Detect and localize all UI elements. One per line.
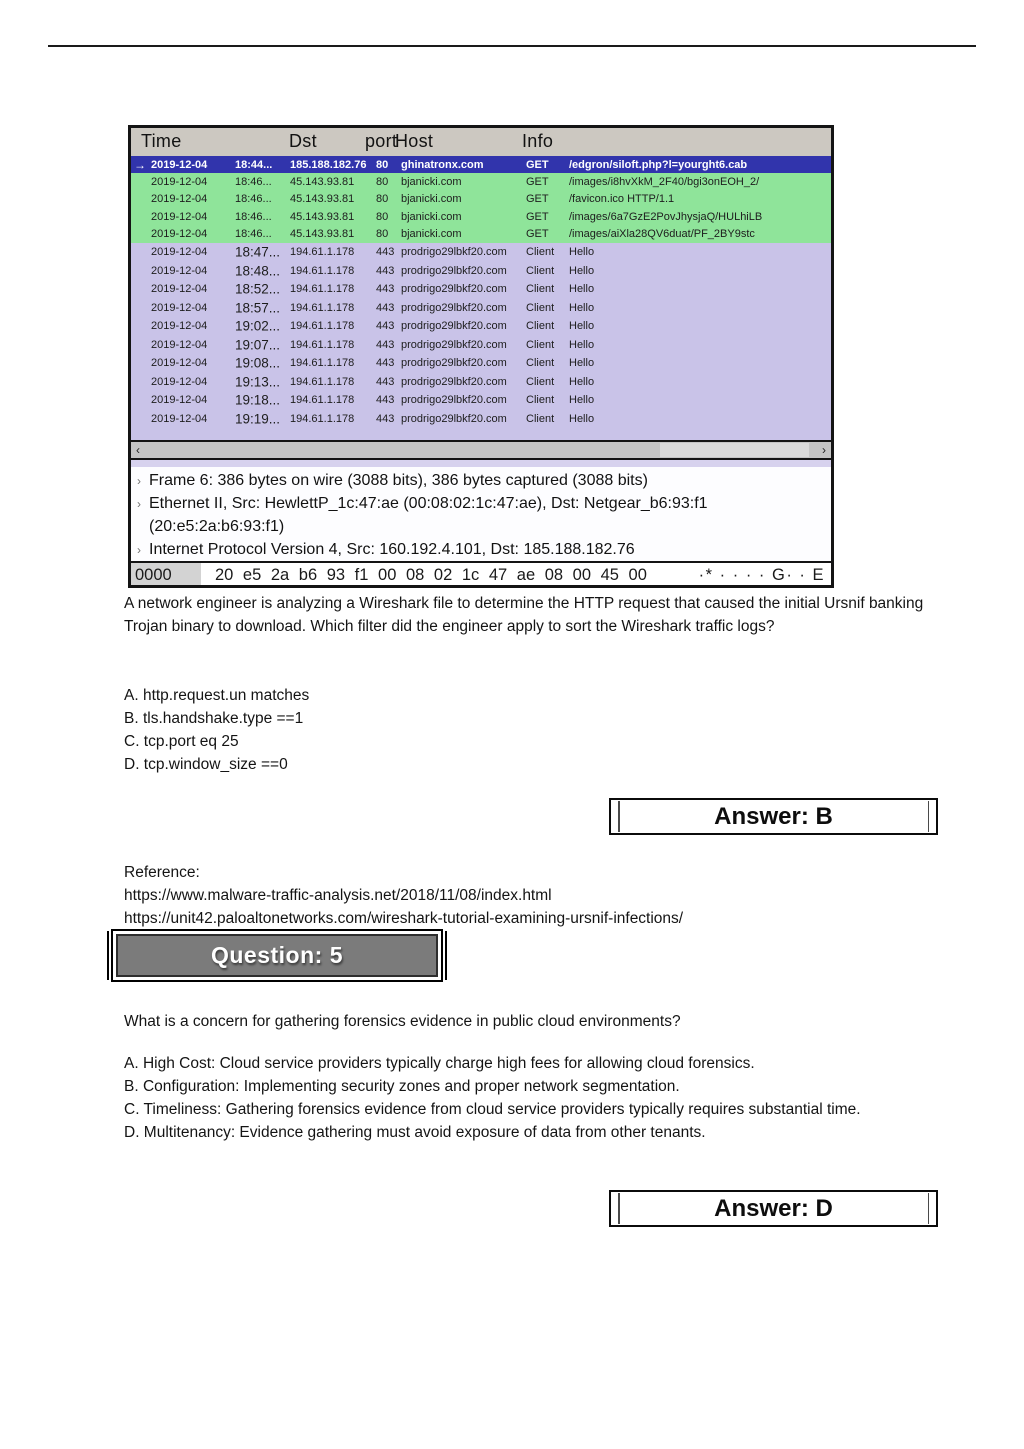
cell-date: 2019-12-04 [151, 394, 208, 407]
question4-options [124, 684, 919, 776]
cell-date: 2019-12-04 [151, 301, 208, 314]
cell-method: GET [526, 193, 549, 206]
cell-method: Client [526, 264, 555, 277]
cell-port: 443 [376, 357, 395, 370]
cell-info: Hello [569, 375, 595, 388]
cell-info: /images/aiXla28QV6duat/PF_2BY9stc [569, 228, 755, 241]
selected-row-arrow-icon: → [134, 157, 146, 172]
cell-host: prodrigo29lbkf20.com [401, 394, 507, 407]
answer-box-question4 [609, 798, 938, 835]
cell-time: 18:46... [235, 175, 272, 188]
cell-info: Hello [569, 301, 595, 314]
cell-host: bjanicki.com [401, 210, 462, 223]
scroll-left-icon: ‹ [136, 443, 140, 457]
detail-text: Frame 6: 386 bytes on wire (3088 bits), 386 bytes captured (3088 bits) [149, 472, 648, 489]
cell-date: 2019-12-04 [151, 412, 208, 425]
cell-dst: 194.61.1.178 [290, 357, 355, 370]
cell-dst: 45.143.93.81 [290, 175, 355, 188]
cell-time: 18:46... [235, 228, 272, 241]
column-header-dst: Dst [289, 131, 317, 151]
wireshark-horizontal-scrollbar [131, 442, 831, 458]
cell-dst: 194.61.1.178 [290, 283, 355, 296]
cell-dst: 45.143.93.81 [290, 210, 355, 223]
cell-port: 80 [376, 210, 389, 223]
hex-bytes: 20 e5 2a b6 93 f1 00 08 02 1c 47 ae 08 00 45 00 [215, 565, 647, 584]
packet-row [131, 391, 831, 410]
cell-date: 2019-12-04 [151, 264, 208, 277]
cell-port: 80 [376, 193, 389, 206]
cell-host: prodrigo29lbkf20.com [401, 412, 507, 425]
question4-text: A network engineer is analyzing a Wireshark file to determine the HTTP request that caused the initial Ursnif banking Trojan binary to download. Which filter did the engineer apply to sort the Wireshark traffic logs? [124, 595, 924, 635]
cell-port: 80 [376, 158, 389, 171]
cell-method: Client [526, 338, 555, 351]
cell-dst: 194.61.1.178 [290, 412, 355, 425]
page-top-rule [48, 45, 976, 47]
option-item: D. tcp.window_size ==0 [124, 756, 288, 773]
cell-date: 2019-12-04 [151, 246, 208, 259]
cell-date: 2019-12-04 [151, 193, 208, 206]
cell-time: 18:46... [235, 193, 272, 206]
expand-arrow-icon: › [137, 543, 141, 557]
option-item: D. Multitenancy: Evidence gathering must avoid exposure of data from other tenants. [124, 1124, 706, 1141]
cell-info: Hello [569, 357, 595, 370]
option-item: B. Configuration: Implementing security zones and proper network segmentation. [124, 1078, 680, 1095]
cell-info: Hello [569, 394, 595, 407]
cell-method: Client [526, 412, 555, 425]
cell-info: /edgron/siloft.php?l=yourght6.cab [569, 158, 748, 171]
question5-header-inner [116, 934, 438, 977]
cell-info: /images/i8hvXkM_2F40/bgi3onEOH_2/ [569, 175, 760, 188]
packet-row [131, 280, 831, 299]
option-item: C. Timeliness: Gathering forensics evidence from cloud service providers typically requires substantial time. [124, 1101, 861, 1118]
cell-time: 19:19... [235, 411, 281, 427]
cell-dst: 194.61.1.178 [290, 375, 355, 388]
reference-urls [124, 884, 944, 930]
cell-method: GET [526, 210, 549, 223]
packet-row [131, 243, 831, 262]
packet-row [131, 354, 831, 373]
expand-arrow-icon: › [137, 497, 141, 511]
expand-arrow-icon: › [137, 474, 141, 488]
cell-info: /favicon.ico HTTP/1.1 [569, 193, 675, 206]
cell-host: prodrigo29lbkf20.com [401, 301, 507, 314]
option-item: A. http.request.un matches [124, 687, 310, 704]
cell-method: GET [526, 175, 549, 188]
cell-dst: 194.61.1.178 [290, 264, 355, 277]
cell-date: 2019-12-04 [151, 210, 208, 223]
packet-row [131, 410, 831, 429]
cell-info: Hello [569, 283, 595, 296]
reference-block [124, 861, 944, 930]
cell-date: 2019-12-04 [151, 338, 208, 351]
cell-dst: 194.61.1.178 [290, 320, 355, 333]
cell-host: bjanicki.com [401, 228, 462, 241]
cell-time: 18:52... [235, 281, 281, 297]
cell-info: Hello [569, 320, 595, 333]
cell-method: Client [526, 394, 555, 407]
detail-row [131, 469, 831, 492]
cell-date: 2019-12-04 [151, 175, 208, 188]
cell-dst: 45.143.93.81 [290, 193, 355, 206]
cell-host: ghinatronx.com [401, 158, 484, 171]
packet-list-header [131, 128, 831, 156]
cell-info: Hello [569, 338, 595, 351]
wireshark-screenshot [128, 125, 834, 588]
hex-offset: 0000 [131, 563, 201, 587]
cell-host: prodrigo29lbkf20.com [401, 283, 507, 296]
packet-rows-tls [131, 243, 831, 440]
cell-date: 2019-12-04 [151, 283, 208, 296]
cell-method: Client [526, 246, 555, 259]
packet-detail-pane [131, 467, 831, 561]
cell-dst: 45.143.93.81 [290, 228, 355, 241]
cell-dst: 194.61.1.178 [290, 394, 355, 407]
cell-host: prodrigo29lbkf20.com [401, 375, 507, 388]
cell-port: 443 [376, 301, 395, 314]
reference-url: https://www.malware-traffic-analysis.net/2018/11/08/index.html [124, 887, 552, 904]
cell-time: 19:08... [235, 355, 281, 371]
cell-host: prodrigo29lbkf20.com [401, 264, 507, 277]
column-header-port: port [365, 131, 398, 151]
cell-port: 443 [376, 338, 395, 351]
question5-text: What is a concern for gathering forensics evidence in public cloud environments? [124, 1013, 681, 1030]
cell-method: GET [526, 158, 549, 171]
cell-date: 2019-12-04 [151, 357, 208, 370]
cell-host: prodrigo29lbkf20.com [401, 357, 507, 370]
option-item: B. tls.handshake.type ==1 [124, 710, 304, 727]
option-item: C. tcp.port eq 25 [124, 733, 239, 750]
cell-dst: 194.61.1.178 [290, 301, 355, 314]
cell-time: 18:46... [235, 210, 272, 223]
option-item: A. High Cost: Cloud service providers typically charge high fees for allowing cloud forensics. [124, 1055, 755, 1072]
cell-method: Client [526, 357, 555, 370]
question5-header-label: Question: 5 [210, 942, 343, 968]
cell-method: GET [526, 228, 549, 241]
packet-row [131, 336, 831, 355]
reference-label: Reference: [124, 864, 200, 881]
packet-row-selected [131, 156, 831, 173]
detail-text: Internet Protocol Version 4, Src: 160.192.4.101, Dst: 185.188.182.76 [149, 541, 635, 558]
detail-row [131, 492, 831, 538]
packet-row [131, 373, 831, 392]
packet-rows-http [131, 173, 831, 243]
question5-header-box [111, 929, 443, 982]
cell-host: bjanicki.com [401, 175, 462, 188]
cell-method: Client [526, 375, 555, 388]
cell-port: 443 [376, 394, 395, 407]
scrollbar-thumb [660, 443, 809, 457]
cell-port: 80 [376, 175, 389, 188]
cell-time: 19:07... [235, 337, 281, 353]
cell-method: Client [526, 283, 555, 296]
cell-dst: 185.188.182.76 [290, 158, 367, 171]
question5-options [124, 1052, 919, 1144]
cell-date: 2019-12-04 [151, 228, 208, 241]
cell-time: 19:13... [235, 374, 281, 390]
cell-host: bjanicki.com [401, 193, 462, 206]
reference-url: https://unit42.paloaltonetworks.com/wireshark-tutorial-examining-ursnif-infections/ [124, 910, 684, 927]
cell-time: 18:44... [235, 158, 273, 171]
packet-row [131, 208, 831, 226]
cell-port: 80 [376, 228, 389, 241]
answer-label: Answer: B [714, 802, 833, 830]
cell-port: 443 [376, 412, 395, 425]
column-header-info: Info [522, 131, 554, 151]
cell-info: /images/6a7GzE2PovJhysjaQ/HULhiLB [569, 210, 763, 223]
hex-ascii: ·* · · · · G· · E [698, 565, 825, 584]
packet-row [131, 317, 831, 336]
answer-box-question5 [609, 1190, 938, 1227]
cell-port: 443 [376, 246, 395, 259]
cell-time: 18:57... [235, 300, 281, 316]
cell-date: 2019-12-04 [151, 158, 208, 171]
detail-text: Ethernet II, Src: HewlettP_1c:47:ae (00:08:02:1c:47:ae), Dst: Netgear_b6:93:f1 (20:e5:2a:b6:93:f1) [149, 495, 708, 535]
answer-label: Answer: D [714, 1194, 833, 1222]
hex-dump-row [131, 561, 831, 587]
column-header-time: Time [141, 131, 182, 151]
cell-info: Hello [569, 412, 595, 425]
cell-port: 443 [376, 283, 395, 296]
detail-top-strip [131, 460, 831, 467]
cell-time: 19:02... [235, 318, 281, 334]
packet-row [131, 299, 831, 318]
cell-time: 18:48... [235, 263, 281, 279]
cell-time: 19:18... [235, 392, 281, 408]
cell-dst: 194.61.1.178 [290, 338, 355, 351]
cell-dst: 194.61.1.178 [290, 246, 355, 259]
cell-info: Hello [569, 246, 595, 259]
cell-host: prodrigo29lbkf20.com [401, 320, 507, 333]
cell-host: prodrigo29lbkf20.com [401, 246, 507, 259]
cell-port: 443 [376, 375, 395, 388]
packet-row [131, 262, 831, 281]
column-header-host: Host [395, 131, 434, 151]
packet-row [131, 226, 831, 244]
cell-port: 443 [376, 264, 395, 277]
packet-row [131, 191, 831, 209]
cell-date: 2019-12-04 [151, 320, 208, 333]
cell-method: Client [526, 301, 555, 314]
cell-port: 443 [376, 320, 395, 333]
cell-method: Client [526, 320, 555, 333]
cell-info: Hello [569, 264, 595, 277]
detail-row [131, 538, 831, 561]
scroll-right-icon: › [822, 443, 826, 457]
cell-time: 18:47... [235, 244, 281, 260]
packet-row [131, 173, 831, 191]
cell-date: 2019-12-04 [151, 375, 208, 388]
cell-host: prodrigo29lbkf20.com [401, 338, 507, 351]
